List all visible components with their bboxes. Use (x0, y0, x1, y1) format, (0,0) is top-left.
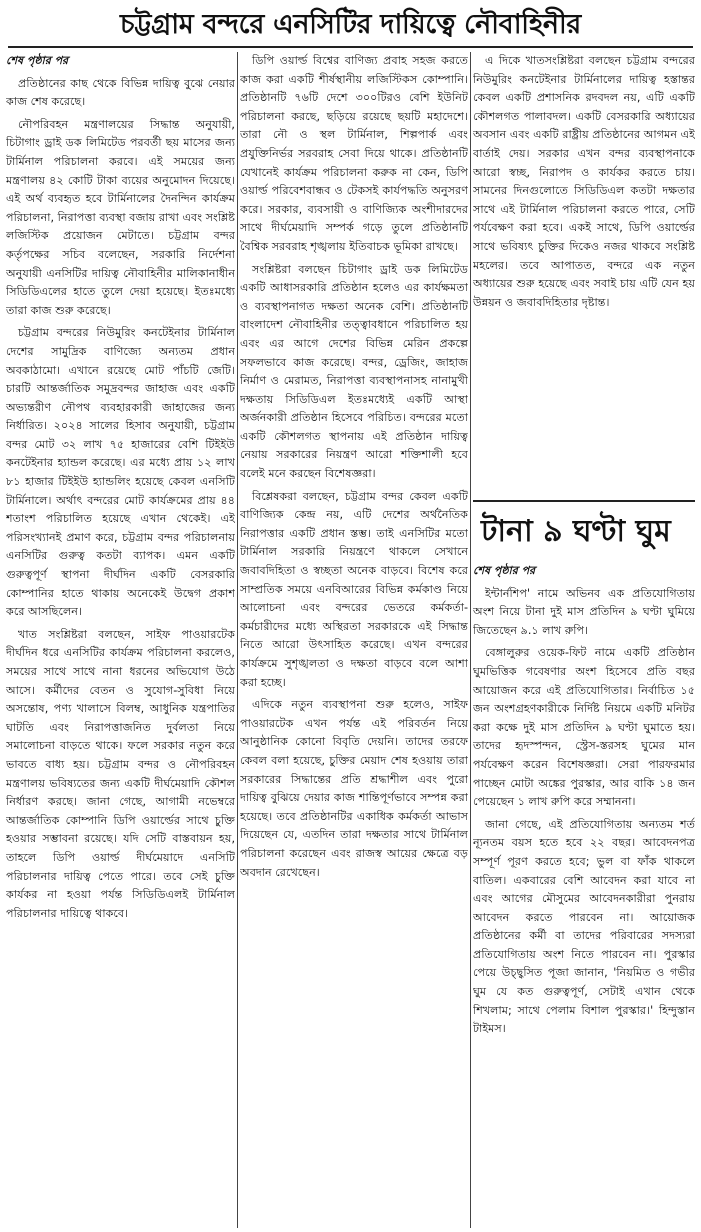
article-paragraph: সংশ্লিষ্টরা বলছেন চিটাগাং ড্রাই ডক লিমিটেড একটি আধাসরকারি প্রতিষ্ঠান হলেও এর কার্যক্ষমতা ও ব্যবস্থাপনাগত দক্ষতা অনেক বেশি। প্রতিষ্ঠানটি বাংলাদেশ নৌবাহিনীর তত্ত্বাবধানে পরিচালিত হয় এবং এর আগে দেশের বিভিন্ন মেরিন প্রকল্পে সফলভাবে কাজ করেছে। বন্দর, ড্রেজিং, জাহাজ নির্মাণ ও মেরামত, নিরাপত্তা ব্যবস্থাপনাসহ নানামুখী দক্ষতায় সিডিডিএল ইতঃমধ্যেই একটি আস্থা অর্জনকারী প্রতিষ্ঠান হিসেবে পরিচিত। বন্দরের মতো একটি কৌশলগত স্থাপনায় এই প্রতিষ্ঠান দায়িত্ব নেয়ায় সরকারের নিয়ন্ত্রণ আরো শক্তিশালী হবে বলেই মনে করছেন বিশেষজ্ঞরা। (240, 262, 468, 481)
second-story-text (473, 562, 695, 1228)
article-paragraph: প্রতিষ্ঠানের কাছ থেকে বিভিন্ন দায়িত্ব বুঝে নেয়ার কাজ শেষ করেছে। (6, 76, 235, 109)
article-paragraph: জানা গেছে, এই প্রতিযোগিতায় অন্যতম শর্ত ন্যূনতম বয়স হতে হবে ২২ বছর। আবেদনপত্র সম্পূর্ণ পূরণ করতে হবে; ভুল বা ফাঁক থাকলে বাতিল। একবারের বেশি আবেদন করা যাবে না এবং আগের মৌসুমের আবেদনকারীরা পুনরায় আবেদন করতে পারবেন না। আয়োজক প্রতিষ্ঠানের কর্মী বা তাদের পরিবারের সদস্যরা প্রতিযোগিতায় অংশ নিতে পারবেন না। পুরস্কার পেয়ে উচ্ছ্বসিত পূজা জানান, 'নিয়মিত ও গভীর ঘুম যে কত গুরুত্বপূর্ণ, সেটাই এখান থেকে শিখলাম; সাথে পেলাম বিশাল পুরস্কার।' হিন্দুস্তান টাইমস। (473, 817, 695, 1036)
article-paragraph: বিশ্লেষকরা বলছেন, চট্টগ্রাম বন্দর কেবল একটি বাণিজ্যিক কেন্দ্র নয়, এটি দেশের অর্থনৈতিক নিরাপত্তার একটি প্রধান স্তম্ভ। তাই এনসিটির মতো টার্মিনাল সরকারি নিয়ন্ত্রণে থাকলে সেখানে জবাবদিহিতা ও স্বচ্ছতা অনেক বাড়বে। বিশেষ করে সাম্প্রতিক সময়ে এনবিআরের বিভিন্ন কর্মকাণ্ড নিয়ে আলোচনা এবং বন্দরের ভেতরে কর্মকর্তা-কর্মচারীদের মধ্যে অস্থিরতা সরকারকে এই সিদ্ধান্ত নিতে আরো উৎসাহিত করেছে। এখন বন্দরের কার্যক্রমে সুশৃঙ্খলতা ও দক্ষতা বাড়বে বলে আশা করা হচ্ছে। (240, 489, 468, 689)
article-column-1 (6, 52, 235, 1228)
second-story (473, 510, 695, 1228)
second-headline: টানা ৯ ঘণ্টা ঘুম (481, 514, 671, 549)
column-divider (470, 52, 471, 1228)
article-paragraph: খাত সংশ্লিষ্টরা বলছেন, সাইফ পাওয়ারটেক দীর্ঘদিন ধরে এনসিটির কার্যক্রম পরিচালনা করলেও, সময়ের সাথে সাথে নানা ধরনের অভিযোগ উঠে আসে। কর্মীদের বেতন ও সুযোগ-সুবিধা নিয়ে অসন্তোষ, পণ্য খালাসে বিলম্ব, আধুনিক যন্ত্রপাতির ঘাটতি এবং নিরাপত্তাজনিত দুর্বলতা নিয়ে সমালোচনা বাড়তে থাকে। ফলে সরকার নতুন করে ভাবতে বাধ্য হয়। চট্টগ্রাম বন্দর ও নৌপরিবহন মন্ত্রণালয় ভবিষ্যতের জন্য একটি দীর্ঘমেয়াদি কৌশল নির্ধারণ করছে। জানা গেছে, আগামী নভেম্বরে আন্তর্জাতিক কোম্পানি ডিপি ওয়ার্ল্ডের সাথে চুক্তি হওয়ার সম্ভাবনা রয়েছে। যদি সেটি বাস্তবায়ন হয়, তাহলে ডিপি ওয়ার্ল্ড দীর্ঘমেয়াদে এনসিটি পরিচালনার দায়িত্ব পেতে পারে। তবে সেই চুক্তি কার্যকর না হওয়া পর্যন্ত সিডিডিএলই টার্মিনাল পরিচালনার দায়িত্বে থাকবে। (6, 627, 235, 920)
column-divider (237, 52, 238, 1228)
article-paragraph: চট্টগ্রাম বন্দরের নিউমুরিং কনটেইনার টার্মিনাল দেশের সামুদ্রিক বাণিজ্যে অন্যতম প্রধান অবকাঠামো। এখানে রয়েছে মোট পাঁচটি জেটি। চারটি আন্তর্জাতিক সমুদ্রবন্দর জাহাজ এবং একটি অভ্যন্তরীণ নৌপথ ব্যবহারকারী জাহাজের জন্য নির্ধারিত। ২০২৪ সালের হিসাব অনুযায়ী, চট্টগ্রাম বন্দর মোট ৩২ লাখ ৭৫ হাজারের বেশি টিইইউ কনটেইনার হ্যান্ডল করেছে। এর মধ্যে প্রায় ১২ লাখ ৮১ হাজার টিইইউ হ্যান্ডলিং হয়েছে কেবল এনসিটি টার্মিনালে। অর্থাৎ বন্দরের মোট কার্যক্রমের প্রায় ৪৪ শতাংশ পরিচালিত হয়েছে এখান থেকেই। এই পরিসংখ্যানই প্রমাণ করে, চট্টগ্রাম বন্দর পরিচালনায় এনসিটির গুরুত্ব কতটা ব্যাপক। এমন একটি গুরুত্বপূর্ণ স্থাপনা দীর্ঘদিন একটি বেসরকারি কোম্পানির হাতে থাকায় অনেকেই উদ্বেগ প্রকাশ করে আসছিলেন। (6, 326, 235, 619)
article-paragraph: ডিপি ওয়ার্ল্ড বিশ্বের বাণিজ্য প্রবাহ সহজ করতে কাজ করা একটি শীর্ষস্থানীয় লজিস্টিকস কোম্পানি। প্রতিষ্ঠানটি ৭৬টি দেশে ৩০০টিরও বেশি ইউনিট পরিচালনা করছে, ছড়িয়ে রয়েছে ছয়টি মহাদেশে। তারা নৌ ও স্থল টার্মিনাল, শিল্পপার্ক এবং প্রযুক্তিনির্ভর সরবরাহ সেবা দিয়ে থাকে। প্রতিষ্ঠানটি যেখানেই কার্যক্রম পরিচালনা করুক না কেন, ডিপি ওয়ার্ল্ড পরিবেশবান্ধব ও টেকসই কার্যপদ্ধতি অনুসরণ করে। সরকার, ব্যবসায়ী ও বাণিজ্যিক অংশীদারদের সাথে দীর্ঘমেয়াদি সম্পর্ক গড়ে তুলে প্রতিষ্ঠানটি বৈশ্বিক সরবরাহ শৃঙ্খলায় ইতিবাচক ভূমিকা রাখছে। (240, 54, 468, 253)
article-paragraph: এদিকে নতুন ব্যবস্থাপনা শুরু হলেও, সাইফ পাওয়ারটেক এখন পর্যন্ত এই পরিবর্তন নিয়ে আনুষ্ঠানিক কোনো বিবৃতি দেয়নি। তাদের তরফে কেবল বলা হয়েছে, চুক্তির মেয়াদ শেষ হওয়ায় তারা সরকারের সিদ্ধান্তের প্রতি শ্রদ্ধাশীল এবং পুরো দায়িত্ব বুঝিয়ে দেয়ার কাজ শান্তিপূর্ণভাবে সম্পন্ন করা হয়েছে। তবে প্রতিষ্ঠানটির একাধিক কর্মকর্তা আভাস দিয়েছেন যে, এতদিন তারা দক্ষতার সাথে টার্মিনাল পরিচালনা করেছেন এবং রাজস্ব আয়ের ক্ষেত্রে বড় অবদান রেখেছেন। (240, 698, 468, 879)
article-column-3 (473, 52, 695, 510)
article-paragraph: বেঙ্গালুরুর ওয়েক-ফিট নামে একটি প্রতিষ্ঠান ঘুমভিত্তিক গবেষণার অংশ হিসেবে প্রতি বছর আয়োজন করে এই প্রতিযোগিতার। নির্বাচিত ১৫ জন অংশগ্রহণকারীকে নির্দিষ্ট নিয়মে একটি মনিটর করা কক্ষে দুই মাস প্রতিদিন ৯ ঘণ্টা ঘুমাতে হয়। তাদের হৃদস্পন্দন, স্ট্রেস-স্তরসহ ঘুমের মান পর্যবেক্ষণ করেন বিশেষজ্ঞরা। সেরা পারফরমার পাচ্ছেন মোটা অঙ্কের পুরস্কার, আর বাকি ১৪ জন পেয়েছেন ১ লাখ রুপি করে সম্মাননা। (473, 646, 695, 809)
article-column-2 (240, 52, 468, 1228)
story-separator (473, 500, 695, 502)
article-paragraph: ইন্টার্নশিপ' নামে অভিনব এক প্রতিযোগিতায় অংশ নিয়ে টানা দুই মাস প্রতিদিন ৯ ঘণ্টা ঘুমিয়ে জিতেছেন ৯.১ লাখ রুপি। (473, 586, 695, 637)
main-headline: চট্টগ্রাম বন্দরে এনসিটির দায়িত্বে নৌবাহিনীর (8, 4, 693, 48)
continued-label: শেষ পৃষ্ঠার পর (6, 54, 69, 67)
article-paragraph: এ দিকে খাতসংশ্লিষ্টরা বলছেন চট্টগ্রাম বন্দরের নিউমুরিং কনটেইনার টার্মিনালের দায়িত্ব হস্তান্তর কেবল একটি প্রশাসনিক রদবদল নয়, এটি একটি কৌশলগত পালাবদল। একটি বেসরকারি অধ্যায়ের অবসান এবং একটি রাষ্ট্রীয় প্রতিষ্ঠানের আগমন এই বার্তাই দেয়। সরকার এখন বন্দর ব্যবস্থাপনাকে আরো স্বচ্ছ, নিরাপদ ও কার্যকর করতে চায়। সামনের দিনগুলোতে সিডিডিএল কতটা দক্ষতার সাথে এই টার্মিনাল পরিচালনা করতে পারে, সেটি পর্যবেক্ষণ করা হবে। একই সাথে, ডিপি ওয়ার্ল্ডের সাথে ভবিষ্যৎ চুক্তির দিকেও নজর থাকবে সংশ্লিষ্ট মহলের। তবে আপাতত, বন্দরে এক নতুন অধ্যায়ের শুরু হয়েছে এবং সবাই চায় এটি যেন হয় উন্নয়ন ও জবাবদিহিতার দৃষ্টান্ত। (473, 54, 695, 309)
article-paragraph: নৌপরিবহন মন্ত্রণালয়ের সিদ্ধান্ত অনুযায়ী, চিটাগাং ড্রাই ডক লিমিটেড পরবর্তী ছয় মাসের জন্য টার্মিনাল পরিচালনা করবে। এই সময়ের জন্য মন্ত্রণালয় ৪২ কোটি টাকা ব্যয়ের অনুমোদন দিয়েছে। এই অর্থ ব্যবহৃত হবে টার্মিনালের দৈনন্দিন কার্যক্রম পরিচালনা, নিরাপত্তা ব্যবস্থা বজায় রাখা এবং সংশ্লিষ্ট লজিস্টিক প্রয়োজন মেটাতে। চট্টগ্রাম বন্দর কর্তৃপক্ষের সচিব বলেছেন, সরকারি নির্দেশনা অনুযায়ী এনসিটির দায়িত্ব নৌবাহিনীর মালিকানাধীন সিডিডিএলের হাতে তুলে দেয়া হয়েছে। ইতঃমধ্যে তারা কাজ শুরু করেছে। (6, 117, 235, 317)
continued-label: শেষ পৃষ্ঠার পর (473, 564, 536, 577)
